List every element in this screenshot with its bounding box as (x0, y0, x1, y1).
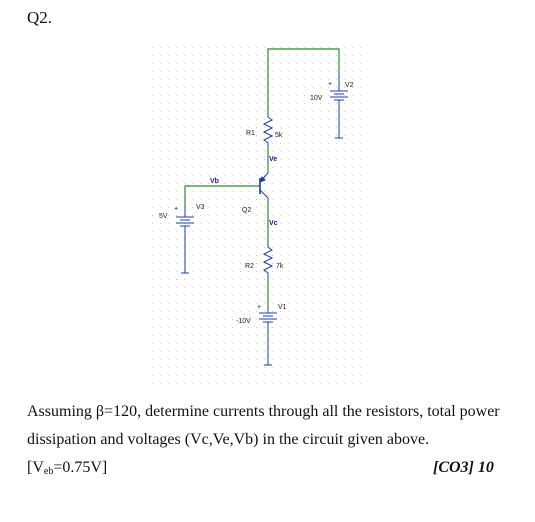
v3-plus-mark: + (174, 206, 179, 213)
question-text-end: =0.75V] (53, 459, 108, 476)
v2-value-label: 10V (310, 95, 323, 102)
v1-name-label: V1 (278, 304, 287, 311)
v1-plus-mark: + (257, 304, 262, 311)
question-subscript: eb (43, 466, 54, 477)
schematic-canvas (150, 45, 365, 385)
question-number: Q2. (27, 8, 53, 27)
v3-name-label: V3 (196, 204, 205, 211)
question-text-main: Assuming β=120, determine currents through all the resistors, total power dissipation and voltages (Vc,Ve,Vb) in the circuit given above.[V (27, 403, 500, 476)
v3-value-label: 5V (159, 213, 168, 220)
v1-value-label: -10V (236, 318, 251, 325)
resistor-r1-symbol (264, 113, 272, 147)
course-outcome-marks: [CO3] 10 (433, 459, 494, 476)
source-v1-symbol (259, 307, 277, 365)
v2-plus-mark: + (328, 81, 333, 88)
r2-value-label: 7k (276, 263, 284, 270)
v2-name-label: V2 (345, 82, 354, 89)
transistor-q2-symbol (253, 173, 268, 198)
resistor-r2-symbol (264, 243, 272, 277)
source-v3-symbol (176, 207, 194, 273)
r2-name-label: R2 (245, 263, 254, 270)
r1-name-label: R1 (246, 130, 255, 137)
grid-dots (152, 47, 361, 384)
net-label-vc: Vc (269, 220, 278, 227)
components (176, 73, 348, 365)
r1-value-label: 5k (275, 132, 283, 139)
q2-name-label: Q2 (242, 207, 252, 214)
net-label-vb: Vb (210, 178, 219, 185)
circuit-schematic (150, 45, 365, 385)
net-label-ve: Ve (269, 156, 278, 163)
